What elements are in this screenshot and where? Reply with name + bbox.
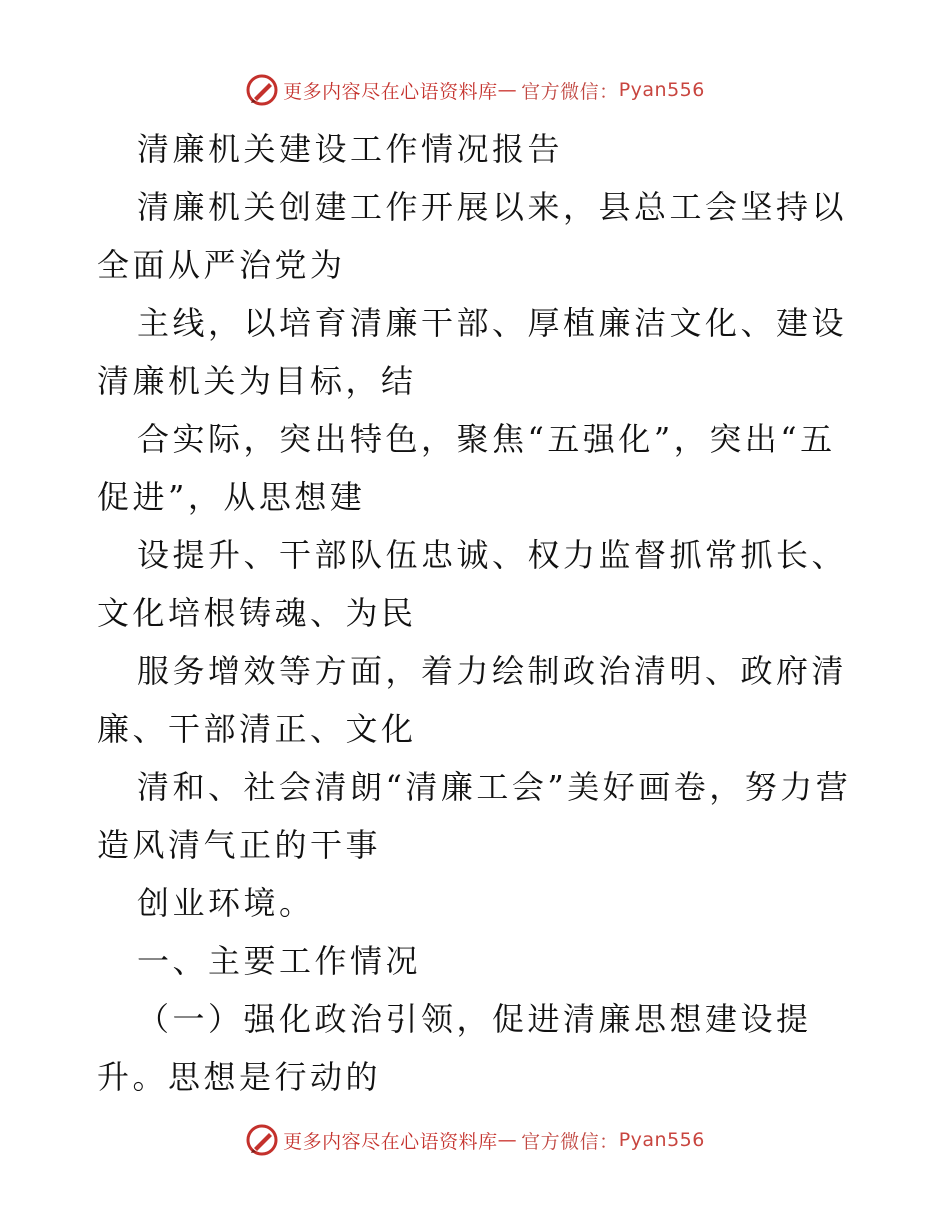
paragraph: 主线，以培育清廉干部、厚植廉洁文化、建设清廉机关为目标，结 xyxy=(97,304,848,400)
section-heading: 一、主要工作情况 xyxy=(137,942,422,980)
document-title: 清廉机关建设工作情况报告 xyxy=(137,130,564,168)
paragraph: 服务增效等方面，着力绘制政治清明、政府清廉、干部清正、文化 xyxy=(97,652,848,748)
paragraph: 清和、社会清朗“清廉工会”美好画卷，努力营造风清气正的干事 xyxy=(97,768,852,864)
banner-wechat-label: 官方微信： xyxy=(521,1130,619,1153)
paragraph: 设提升、干部队伍忠诚、权力监督抓常抓长、文化培根铸魂、为民 xyxy=(97,536,848,632)
paragraph: 清廉机关创建工作开展以来，县总工会坚持以全面从严治党为 xyxy=(97,188,848,284)
banner-wechat-label: 官方微信： xyxy=(521,80,619,103)
paragraph: 合实际，突出特色，聚焦“五强化”，突出“五促进”，从思想建 xyxy=(97,420,836,516)
header-watermark-banner xyxy=(0,70,950,110)
banner-dash: — xyxy=(497,1129,518,1151)
footer-watermark-banner xyxy=(0,1120,950,1160)
banner-main-text: 更多内容尽在心语资料库 xyxy=(283,80,498,103)
banner-wechat-id: Pyan556 xyxy=(618,1129,705,1151)
paragraph: 创业环境。 xyxy=(137,884,315,922)
pen-logo-icon xyxy=(245,1123,279,1157)
banner-dash: — xyxy=(497,79,518,101)
banner-wechat-id: Pyan556 xyxy=(618,79,705,101)
document-body xyxy=(97,120,857,1106)
pen-logo-icon xyxy=(245,73,279,107)
banner-main-text: 更多内容尽在心语资料库 xyxy=(283,1130,498,1153)
subsection-heading: （一）强化政治引领，促进清廉思想建设提升。思想是行动的 xyxy=(97,1000,812,1096)
